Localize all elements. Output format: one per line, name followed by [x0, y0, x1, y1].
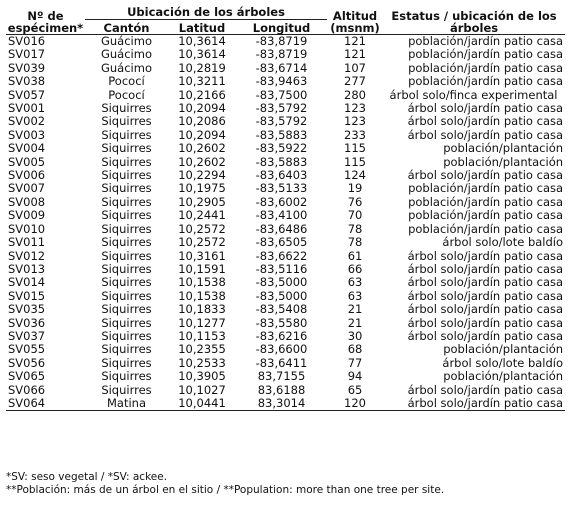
cell-altitude: 120 — [344, 395, 366, 410]
cell-altitude: 21 — [347, 302, 363, 317]
cell-canton: Siquirres — [101, 101, 152, 116]
cell-latitude: 10,3614 — [178, 34, 226, 48]
table-row — [6, 357, 565, 370]
cell-altitude: 121 — [344, 47, 366, 62]
cell-altitude: 115 — [344, 141, 366, 156]
cell-specimen: SV011 — [8, 235, 46, 250]
cell-specimen: SV002 — [8, 114, 46, 129]
cell-specimen: SV015 — [8, 288, 46, 303]
cell-status: árbol solo/jardín patio casa — [407, 114, 564, 129]
cell-latitude: 10,3211 — [178, 74, 226, 89]
cell-latitude: 10,2294 — [178, 168, 226, 183]
cell-status: árbol solo/jardín patio casa — [407, 127, 564, 142]
cell-canton: Siquirres — [101, 168, 152, 183]
cell-longitude: -83,6403 — [255, 168, 308, 183]
cell-specimen: SV065 — [8, 369, 46, 384]
cell-canton: Guácimo — [100, 60, 152, 75]
cell-status: árbol solo/jardín patio casa — [407, 248, 564, 263]
cell-latitude: 10,2441 — [178, 208, 226, 223]
header-latitude: Latitud — [168, 20, 236, 35]
cell-latitude: 10,2533 — [178, 355, 226, 370]
cell-specimen: SV066 — [8, 382, 46, 397]
cell-altitude: 94 — [347, 369, 363, 384]
cell-canton: Siquirres — [101, 369, 152, 384]
cell-latitude: 10,1975 — [178, 181, 226, 196]
cell-canton: Siquirres — [101, 275, 152, 290]
cell-status: árbol solo/jardín patio casa — [407, 315, 564, 330]
cell-specimen: SV017 — [8, 47, 46, 62]
table-row — [6, 370, 565, 383]
table-body — [6, 35, 565, 411]
cell-specimen: SV008 — [8, 194, 46, 209]
table-row — [6, 236, 565, 249]
cell-canton: Siquirres — [101, 302, 152, 317]
cell-longitude: -83,6486 — [255, 221, 308, 236]
cell-altitude: 66 — [347, 261, 363, 276]
cell-longitude: -83,7500 — [255, 87, 308, 102]
cell-canton: Pococí — [108, 74, 145, 89]
cell-altitude: 115 — [344, 154, 366, 169]
cell-altitude: 124 — [344, 168, 366, 183]
cell-specimen: SV012 — [8, 248, 46, 263]
table-header — [6, 5, 565, 35]
footnote-population: **Población: más de un árbol en el sitio / **Population: more than one tree per site. — [6, 484, 445, 497]
cell-canton: Matina — [106, 395, 146, 410]
cell-latitude: 10,3614 — [178, 47, 226, 62]
cell-longitude: -83,5116 — [255, 261, 308, 276]
table-row — [6, 182, 565, 195]
cell-specimen: SV010 — [8, 221, 46, 236]
table-row — [6, 290, 565, 303]
table-bottom-rule — [6, 410, 565, 411]
cell-canton: Siquirres — [101, 221, 152, 236]
table-row — [6, 89, 565, 102]
header-longitude: Longitud — [236, 20, 327, 35]
table-row — [6, 35, 565, 49]
cell-canton: Siquirres — [101, 194, 152, 209]
cell-altitude: 63 — [347, 275, 363, 290]
cell-altitude: 61 — [347, 248, 363, 263]
cell-longitude: -83,5883 — [255, 127, 308, 142]
cell-altitude: 70 — [347, 208, 363, 223]
cell-specimen: SV037 — [8, 328, 46, 343]
cell-altitude: 19 — [347, 181, 363, 196]
cell-altitude: 68 — [347, 342, 363, 357]
cell-latitude: 10,3161 — [178, 248, 226, 263]
cell-altitude: 280 — [344, 87, 366, 102]
cell-longitude: -83,5792 — [255, 101, 308, 116]
cell-altitude: 123 — [344, 101, 366, 116]
cell-latitude: 10,2094 — [178, 101, 226, 116]
cell-latitude: 10,2602 — [178, 154, 226, 169]
cell-latitude: 10,2355 — [178, 342, 226, 357]
cell-specimen: SV013 — [8, 261, 46, 276]
cell-status: árbol solo/jardín patio casa — [407, 302, 564, 317]
cell-status: árbol solo/jardín patio casa — [407, 168, 564, 183]
cell-status: árbol solo/jardín patio casa — [407, 382, 564, 397]
cell-latitude: 10,2086 — [178, 114, 226, 129]
header-specimen: Nº de espécimen* — [6, 5, 85, 35]
cell-latitude: 10,2094 — [178, 127, 226, 142]
cell-altitude: 123 — [344, 114, 366, 129]
cell-status: población/plantación — [443, 369, 564, 384]
table-row — [6, 115, 565, 128]
cell-canton: Siquirres — [101, 382, 152, 397]
table-row — [6, 156, 565, 169]
table-row — [6, 343, 565, 356]
cell-altitude: 277 — [344, 74, 366, 89]
cell-specimen: SV039 — [8, 60, 46, 75]
cell-canton: Siquirres — [101, 315, 152, 330]
cell-longitude: -83,5408 — [255, 302, 308, 317]
table-row — [6, 75, 565, 88]
cell-altitude: 63 — [347, 288, 363, 303]
cell-longitude: -83,5580 — [255, 315, 308, 330]
header-location-group: Ubicación de los árboles — [85, 5, 327, 20]
cell-longitude: -83,5133 — [255, 181, 308, 196]
cell-specimen: SV036 — [8, 315, 46, 330]
cell-latitude: 10,1277 — [178, 315, 226, 330]
cell-longitude: -83,5792 — [255, 114, 308, 129]
cell-specimen: SV003 — [8, 127, 46, 142]
cell-latitude: 10,0441 — [178, 395, 226, 410]
specimen-table-container — [6, 5, 565, 411]
cell-altitude: 30 — [347, 328, 363, 343]
table-footnotes — [6, 471, 444, 498]
cell-status: árbol solo/jardín patio casa — [407, 288, 564, 303]
specimen-table — [6, 5, 565, 410]
cell-specimen: SV006 — [8, 168, 46, 183]
table-row — [6, 317, 565, 330]
cell-specimen: SV014 — [8, 275, 46, 290]
table-row — [6, 303, 565, 316]
cell-latitude: 10,2166 — [178, 87, 226, 102]
cell-status: árbol solo/jardín patio casa — [407, 395, 564, 410]
table-row — [6, 102, 565, 115]
cell-altitude: 21 — [347, 315, 363, 330]
cell-canton: Siquirres — [101, 154, 152, 169]
cell-specimen: SV007 — [8, 181, 46, 196]
cell-latitude: 10,1027 — [178, 382, 226, 397]
cell-status: población/jardín patio casa — [408, 208, 564, 223]
cell-latitude: 10,1153 — [178, 328, 226, 343]
cell-specimen: SV038 — [8, 74, 46, 89]
cell-status: población/plantación — [443, 342, 564, 357]
cell-status: árbol solo/jardín patio casa — [407, 328, 564, 343]
table-row — [6, 209, 565, 222]
cell-latitude: 10,2905 — [178, 194, 226, 209]
cell-latitude: 10,3905 — [178, 369, 226, 384]
cell-status: población/jardín patio casa — [408, 47, 564, 62]
cell-latitude: 10,1833 — [178, 302, 226, 317]
cell-longitude: -83,5000 — [255, 288, 308, 303]
cell-longitude: -83,5883 — [255, 154, 308, 169]
cell-longitude: 83,6188 — [257, 382, 306, 397]
cell-latitude: 10,2572 — [178, 221, 226, 236]
cell-canton: Siquirres — [101, 141, 152, 156]
cell-specimen: SV055 — [8, 342, 46, 357]
cell-longitude: -83,6714 — [255, 60, 308, 75]
cell-status: árbol solo/lote baldío — [442, 355, 564, 370]
cell-longitude: -83,6002 — [255, 194, 308, 209]
cell-status: población/jardín patio casa — [408, 74, 564, 89]
cell-status: población/jardín patio casa — [408, 60, 564, 75]
cell-status: población/plantación — [443, 141, 564, 156]
cell-specimen: SV009 — [8, 208, 46, 223]
header-canton: Cantón — [85, 20, 168, 35]
cell-canton: Siquirres — [101, 181, 152, 196]
table-row — [6, 142, 565, 155]
cell-longitude: -83,6505 — [255, 235, 308, 250]
cell-status: árbol solo/jardín patio casa — [407, 275, 564, 290]
cell-longitude: 83,7155 — [257, 369, 306, 384]
cell-latitude: 10,2602 — [178, 141, 226, 156]
table-row — [6, 169, 565, 182]
cell-status: población/jardín patio casa — [408, 181, 564, 196]
cell-status: árbol solo/jardín patio casa — [407, 101, 564, 116]
table-row — [6, 250, 565, 263]
header-status: Estatus / ubicación de los árboles — [383, 5, 565, 35]
cell-canton: Siquirres — [101, 342, 152, 357]
cell-canton: Siquirres — [101, 114, 152, 129]
cell-specimen: SV057 — [8, 87, 46, 102]
table-row — [6, 48, 565, 61]
cell-canton: Siquirres — [101, 208, 152, 223]
cell-altitude: 121 — [344, 34, 366, 48]
cell-status: árbol solo/lote baldío — [442, 235, 564, 250]
cell-longitude: -83,5000 — [255, 275, 308, 290]
cell-longitude: -83,4100 — [255, 208, 308, 223]
footnote-specimen: *SV: seso vegetal / *SV: ackee. — [6, 471, 168, 483]
cell-longitude: -83,6600 — [255, 342, 308, 357]
cell-latitude: 10,2572 — [178, 235, 226, 250]
cell-altitude: 78 — [347, 221, 363, 236]
cell-canton: Siquirres — [101, 261, 152, 276]
cell-canton: Siquirres — [101, 127, 152, 142]
cell-longitude: -83,9463 — [255, 74, 308, 89]
table-row — [6, 196, 565, 209]
cell-latitude: 10,2819 — [178, 60, 226, 75]
cell-canton: Siquirres — [101, 235, 152, 250]
table-row — [6, 276, 565, 289]
table-row — [6, 384, 565, 397]
cell-longitude: -83,8719 — [255, 47, 308, 62]
cell-status: población/plantación — [443, 154, 564, 169]
cell-canton: Guácimo — [100, 34, 152, 48]
cell-canton: Pococí — [108, 87, 145, 102]
cell-altitude: 76 — [347, 194, 363, 209]
cell-status: población/jardín patio casa — [408, 194, 564, 209]
cell-altitude: 233 — [344, 127, 366, 142]
cell-canton: Guácimo — [100, 47, 152, 62]
cell-longitude: -83,8719 — [255, 34, 308, 48]
cell-status: árbol solo/jardín patio casa — [407, 261, 564, 276]
cell-specimen: SV004 — [8, 141, 46, 156]
cell-latitude: 10,1591 — [178, 261, 226, 276]
cell-canton: Siquirres — [101, 355, 152, 370]
cell-altitude: 107 — [344, 60, 366, 75]
cell-longitude: 83,3014 — [257, 395, 306, 410]
header-altitude: Altitud (msnm) — [327, 5, 383, 35]
cell-altitude: 77 — [347, 355, 363, 370]
cell-specimen: SV035 — [8, 302, 46, 317]
cell-canton: Siquirres — [101, 328, 152, 343]
table-row — [6, 223, 565, 236]
cell-longitude: -83,6216 — [255, 328, 308, 343]
cell-status: población/jardín patio casa — [408, 34, 564, 48]
cell-longitude: -83,5922 — [255, 141, 308, 156]
cell-latitude: 10,1538 — [178, 275, 226, 290]
cell-canton: Siquirres — [101, 288, 152, 303]
cell-specimen: SV016 — [8, 34, 46, 48]
table-row — [6, 129, 565, 142]
cell-specimen: SV064 — [8, 395, 46, 410]
cell-latitude: 10,1538 — [178, 288, 226, 303]
cell-canton: Siquirres — [101, 248, 152, 263]
table-row — [6, 397, 565, 410]
table-row — [6, 62, 565, 75]
cell-status: población/jardín patio casa — [408, 221, 564, 236]
table-row — [6, 330, 565, 343]
cell-specimen: SV056 — [8, 355, 46, 370]
cell-specimen: SV005 — [8, 154, 46, 169]
cell-specimen: SV001 — [8, 101, 46, 116]
cell-longitude: -83,6622 — [255, 248, 308, 263]
cell-longitude: -83,6411 — [255, 355, 308, 370]
cell-altitude: 65 — [347, 382, 363, 397]
cell-altitude: 78 — [347, 235, 363, 250]
table-row — [6, 263, 565, 276]
cell-status: árbol solo/finca experimental — [389, 87, 558, 102]
